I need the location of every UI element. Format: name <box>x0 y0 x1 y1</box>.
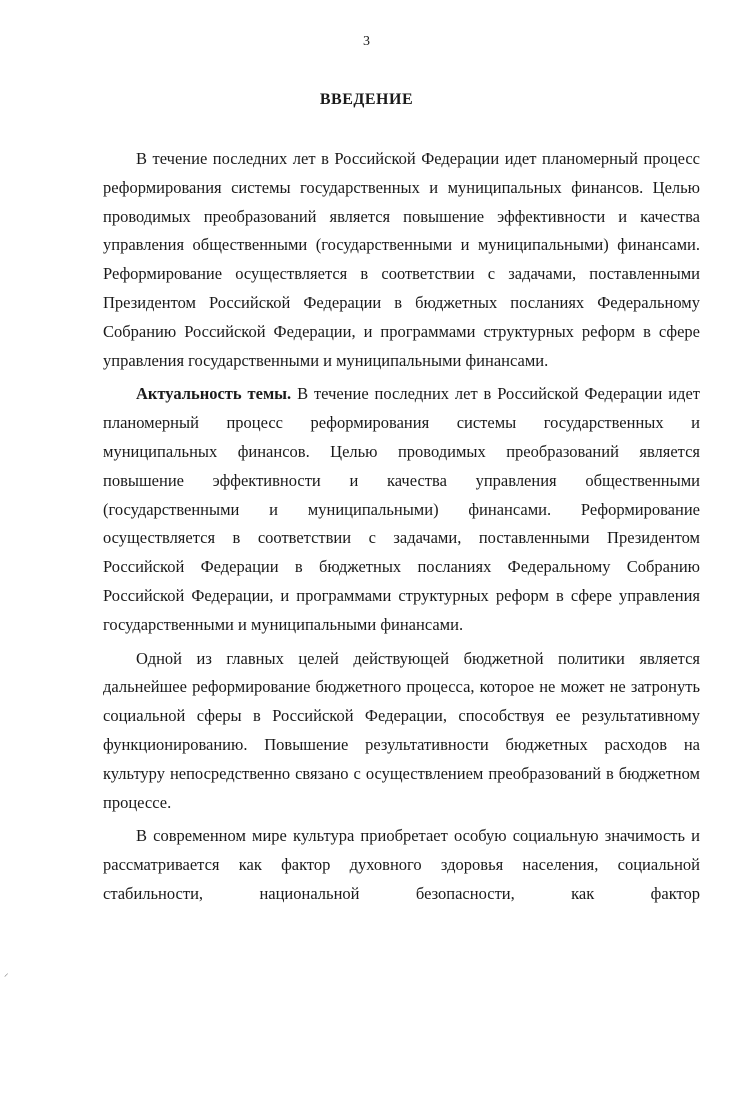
paragraph-budget-policy: Одной из главных целей действующей бюджетной политики является дальнейшее реформирование бюджетного процесса, которое не может не затронуть социальной сферы в Российской Федерации, способствуя ее результативному функционированию. Повышение результативности бюджетных расходов на культуру непосредственно связано с осуществлением преобразований в бюджетном процессе. <box>103 648 700 812</box>
body-text <box>103 145 700 909</box>
page-number: 3 <box>363 34 370 49</box>
paragraph-intro: В течение последних лет в Российской Федерации идет планомерный процесс реформирования системы государственных и муниципальных финансов. Целью проводимых преобразований является повышение эффективности и качества управления общественными (государственными и муниципальными) финансами. Реформирование осуществляется в соответствии с задачами, поставленными Президентом Российской Федерации в бюджетных посланиях Федеральному Собранию Российской Федерации, и программами структурных реформ в сфере управления государственными и муниципальными финансами. <box>103 149 700 370</box>
margin-mark: ⸝ <box>4 968 9 978</box>
relevance-lead: Актуальность темы. <box>136 384 292 404</box>
paragraph-relevance <box>103 380 700 639</box>
relevance-text: В течение последних лет в Российской Федерации идет планомерный процесс реформирования системы государственных и муниципальных финансов. Целью проводимых преобразований является повышение эффективности и качества управления общественными (государственными и муниципальными) финансами. Реформирование осуществляется в соответствии с задачами, поставленными Президентом Российской Федерации в бюджетных посланиях Федеральному Собранию Российской Федерации, и программами структурных реформ в сфере управления государственными и муниципальными финансами. <box>103 384 700 634</box>
section-heading: ВВЕДЕНИЕ <box>319 91 414 108</box>
paragraph-culture: В современном мире культура приобретает особую социальную значимость и рассматривается как фактор духовного здоровья населения, социальной стабильности, национальной безопасности, как фактор <box>103 826 700 903</box>
